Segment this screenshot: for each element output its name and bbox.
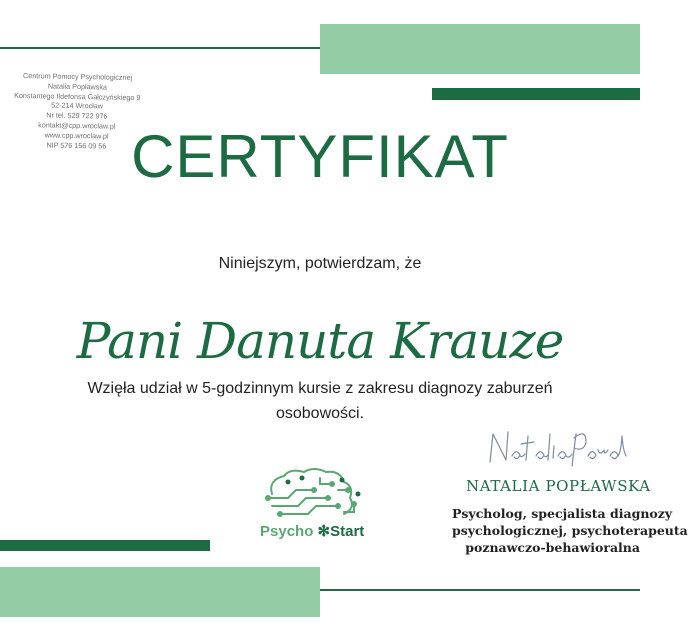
signer-description xyxy=(452,505,688,556)
top-right-light-band xyxy=(320,24,640,74)
certificate-intro: Niniejszym, potwierdzam, że xyxy=(218,255,422,272)
signer-desc-line: Psycholog, specjalista diagnozy xyxy=(452,506,673,521)
bottom-left-light-band xyxy=(0,567,320,617)
body-line: Wzięła udział w 5-godzinnym kursie z zakresu diagnozy zaburzeń xyxy=(87,380,553,397)
stamp-line: Centrum Pomocy Psychologicznej xyxy=(23,71,133,82)
bottom-left-dark-band xyxy=(0,540,210,551)
top-left-rule xyxy=(0,47,320,49)
logo-text-psycho: Psycho xyxy=(260,523,314,540)
handwritten-signature xyxy=(484,420,634,475)
stamp-line: Natalia Popławska xyxy=(47,81,108,92)
psychostart-wordmark: Psycho ✻Start xyxy=(260,523,365,540)
bottom-right-rule xyxy=(320,589,640,591)
signer-desc-line: psychologicznej, psychoterapeuta xyxy=(452,523,688,538)
certificate-body xyxy=(50,376,590,426)
certificate-title: CERTYFIKAT xyxy=(131,123,509,190)
signer-name: NATALIA POPŁAWSKA xyxy=(466,477,651,495)
logo-text-start: Start xyxy=(330,523,365,540)
stamp-line: 52-214 Wrocław xyxy=(51,100,104,111)
stamp-line: Nr tel. 529 722 976 xyxy=(46,110,108,121)
top-right-dark-band xyxy=(432,88,640,100)
stamp-line: Konstantego Ildefonsa Gałczyńskiego 9 xyxy=(14,90,141,102)
recipient-name: Pani Danuta Krauze xyxy=(76,312,564,370)
stamp-line: www.cpp.wroclaw.pl xyxy=(44,130,109,141)
signer-desc-line: poznawczo-behawioralna xyxy=(465,540,640,555)
stamp-line: NIP 576 156 09 56 xyxy=(46,140,107,151)
stamp-line: kontakt@cpp.wroclaw.pl xyxy=(38,120,116,131)
body-line: osobowości. xyxy=(275,405,365,422)
